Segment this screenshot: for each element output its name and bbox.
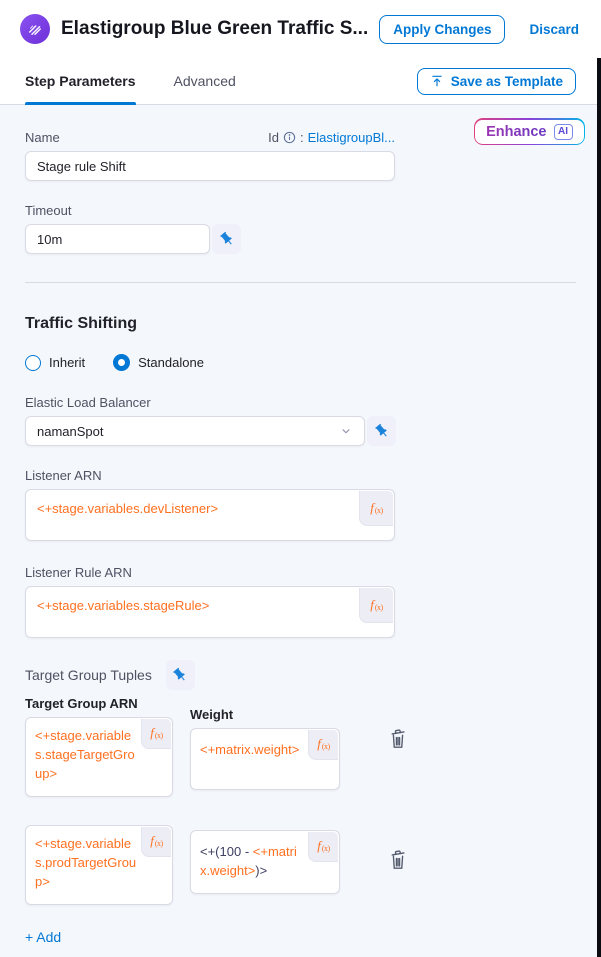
target-group-arn-value-1: <+stage.variables.stageTargetGroup> bbox=[35, 728, 135, 781]
step-parameters-form bbox=[0, 105, 601, 957]
listener-arn-label: Listener ARN bbox=[25, 468, 102, 483]
fx-icon: f bbox=[370, 596, 374, 612]
radio-standalone-label: Standalone bbox=[138, 355, 204, 370]
radio-standalone-circle[interactable] bbox=[113, 354, 130, 371]
listener-arn-value: <+stage.variables.devListener> bbox=[37, 501, 219, 516]
step-id bbox=[268, 130, 395, 145]
weight-input-2[interactable] bbox=[190, 830, 340, 894]
fx-sub: (x) bbox=[154, 731, 163, 741]
info-icon bbox=[283, 131, 296, 144]
timeout-row bbox=[25, 224, 576, 254]
trash-icon bbox=[387, 726, 409, 750]
fx-icon: f bbox=[317, 838, 321, 854]
target-group-arn-value-2: <+stage.variables.prodTargetGroup> bbox=[35, 836, 137, 889]
tab-step-parameters[interactable]: Step Parameters bbox=[25, 58, 136, 104]
trash-icon bbox=[387, 847, 409, 871]
target-group-arn-input-2[interactable] bbox=[25, 825, 173, 905]
fx-icon: f bbox=[317, 736, 321, 752]
pin-icon bbox=[219, 231, 235, 247]
arn-column-label: Target Group ARN bbox=[25, 696, 138, 711]
weight-suffix-2: )> bbox=[255, 862, 268, 878]
elb-label: Elastic Load Balancer bbox=[25, 395, 151, 410]
id-separator: : bbox=[299, 130, 304, 145]
id-label: Id bbox=[268, 130, 279, 145]
delete-row-button-2[interactable] bbox=[387, 847, 409, 871]
elb-selected-value: namanSpot bbox=[37, 423, 104, 439]
upload-icon bbox=[430, 74, 444, 88]
fx-icon: f bbox=[150, 833, 154, 849]
fx-sub: (x) bbox=[321, 742, 330, 752]
tuples-pin-button[interactable] bbox=[166, 660, 195, 690]
tab-bar bbox=[0, 58, 601, 105]
fx-sub: (x) bbox=[321, 844, 330, 854]
add-tuple-button[interactable]: + Add bbox=[25, 929, 62, 945]
pin-icon bbox=[374, 423, 390, 439]
weight-input-1[interactable] bbox=[190, 728, 340, 790]
radio-inherit-label: Inherit bbox=[49, 355, 86, 370]
save-as-template-button[interactable] bbox=[417, 68, 576, 95]
timeout-input[interactable]: 10m bbox=[25, 224, 210, 254]
fx-sub: (x) bbox=[374, 602, 383, 612]
weight-expression-1: <+matrix.weight> bbox=[200, 742, 300, 757]
tuples-row-1 bbox=[25, 696, 576, 797]
name-id-row bbox=[25, 130, 395, 145]
radio-inherit[interactable] bbox=[25, 355, 85, 371]
traffic-shifting-heading: Traffic Shifting bbox=[25, 315, 137, 332]
fx-icon: f bbox=[370, 499, 374, 515]
listener-rule-arn-value: <+stage.variables.stageRule> bbox=[37, 598, 210, 613]
step-title: Elastigroup Blue Green Traffic S... bbox=[61, 18, 369, 39]
weight-column-label: Weight bbox=[190, 707, 234, 722]
fx-sub: (x) bbox=[154, 839, 163, 849]
elastigroup-logo-icon bbox=[20, 14, 50, 44]
radio-inherit-circle[interactable] bbox=[25, 355, 41, 371]
mode-radio-group bbox=[25, 354, 576, 371]
weight-prefix-2: <+(100 - bbox=[200, 844, 253, 859]
weight-expression-2: <+matrix.weight> bbox=[200, 844, 297, 878]
expression-fx-button[interactable] bbox=[141, 827, 171, 857]
fx-icon: f bbox=[150, 725, 154, 741]
chevron-down-icon bbox=[339, 424, 353, 438]
ai-badge: AI bbox=[554, 124, 573, 140]
panel-header bbox=[0, 0, 601, 58]
delete-row-button-1[interactable] bbox=[387, 726, 409, 750]
enhance-label: Enhance bbox=[486, 123, 547, 140]
expression-fx-button[interactable] bbox=[308, 730, 338, 760]
listener-rule-arn-input[interactable] bbox=[25, 586, 395, 638]
expression-fx-button[interactable] bbox=[141, 719, 171, 749]
section-divider bbox=[25, 282, 576, 283]
discard-button[interactable]: Discard bbox=[529, 21, 579, 37]
id-value-link[interactable]: ElastigroupBl... bbox=[307, 130, 395, 145]
expression-fx-button[interactable] bbox=[359, 491, 393, 526]
name-label: Name bbox=[25, 130, 60, 145]
save-as-template-label: Save as Template bbox=[450, 73, 563, 89]
expression-fx-button[interactable] bbox=[308, 832, 338, 862]
fx-sub: (x) bbox=[374, 505, 383, 515]
target-group-tuples-label: Target Group Tuples bbox=[25, 667, 152, 683]
apply-changes-button[interactable]: Apply Changes bbox=[379, 15, 505, 44]
target-group-tuples-header bbox=[25, 660, 576, 690]
tab-advanced[interactable]: Advanced bbox=[173, 73, 236, 89]
target-group-arn-input-1[interactable] bbox=[25, 717, 173, 797]
tuples-row-2 bbox=[25, 825, 576, 905]
expression-fx-button[interactable] bbox=[359, 588, 393, 623]
enhance-ai-button[interactable] bbox=[474, 118, 585, 145]
listener-rule-arn-label: Listener Rule ARN bbox=[25, 565, 132, 580]
elb-row bbox=[25, 416, 576, 446]
name-input[interactable]: Stage rule Shift bbox=[25, 151, 395, 181]
listener-arn-input[interactable] bbox=[25, 489, 395, 541]
elb-select[interactable] bbox=[25, 416, 365, 446]
elb-pin-button[interactable] bbox=[367, 416, 396, 446]
pin-icon bbox=[172, 667, 188, 683]
canvas-edge bbox=[597, 58, 601, 957]
timeout-label: Timeout bbox=[25, 203, 72, 218]
timeout-pin-button[interactable] bbox=[212, 224, 241, 254]
radio-standalone[interactable] bbox=[113, 354, 204, 371]
